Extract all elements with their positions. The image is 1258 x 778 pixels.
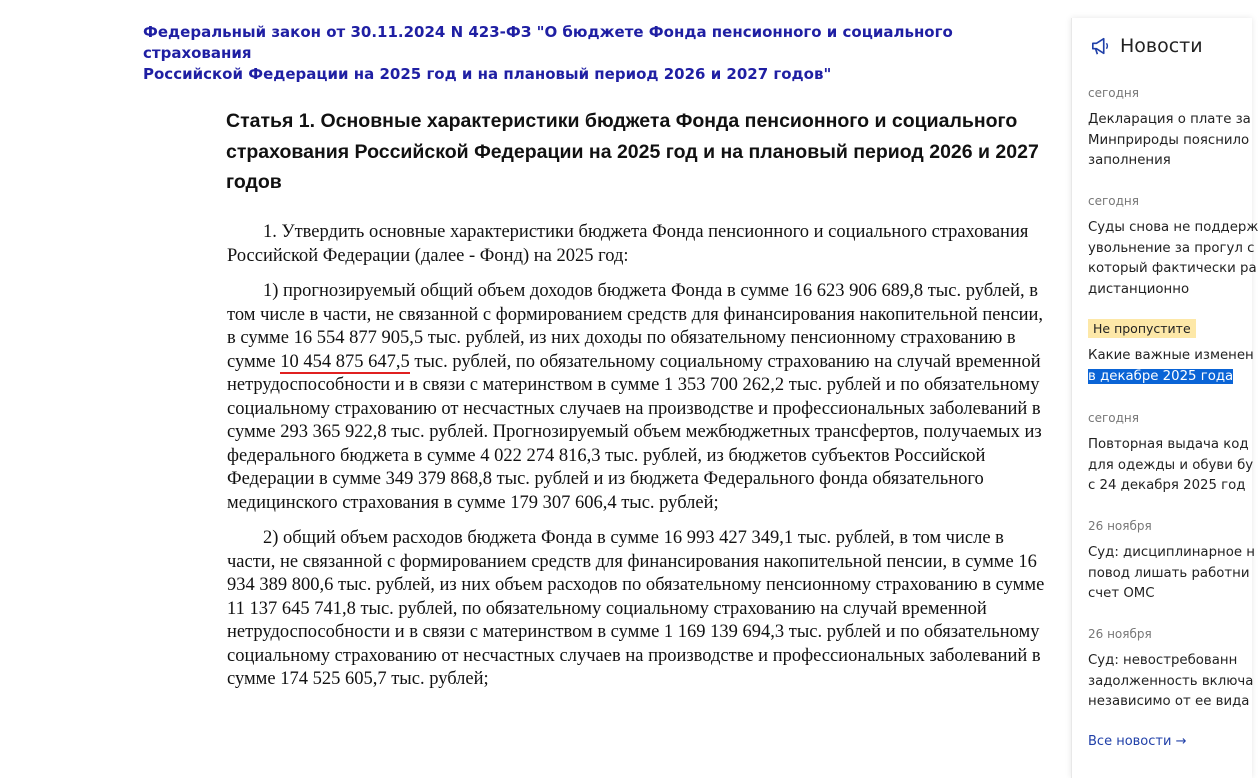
news-date: 26 ноября <box>1088 519 1152 533</box>
underlined-amount: 10 454 875 647,5 <box>280 351 410 372</box>
news-header <box>1072 18 1252 60</box>
news-item[interactable] <box>1088 519 1258 605</box>
dont-miss-badge: Не пропустите <box>1088 319 1196 338</box>
article-body <box>227 221 1047 704</box>
news-text-line: для одежды и обуви бу <box>1088 457 1254 473</box>
news-date: сегодня <box>1088 86 1139 100</box>
news-text-line: Суд: дисциплинарное н <box>1088 545 1255 560</box>
news-item[interactable] <box>1088 86 1258 172</box>
paragraph-3: 2) общий объем расходов бюджета Фонда в сумме 16 993 427 349,1 тыс. рублей, в том числе в части, не связанной с формированием средств для финансирования накопительной пенсии, в сумме 16 934 389 800,6 тыс. рублей, из них объем расходов по обязательному пенсионному страхованию в сумме 11 137 645 741,8 тыс. рублей, по обязательному социальному страхованию на случай временной нетрудоспособности и в связи с материнством в сумме 1 169 139 694,3 тыс. рублей и по обязательному социальному страхованию от несчастных случаев на производстве и профессиональных заболеваний в сумме 174 525 605,7 тыс. рублей; <box>227 528 1045 689</box>
news-text-line: Суд: невостребованн <box>1088 653 1238 668</box>
selected-text: в декабре 2025 года <box>1088 368 1234 384</box>
news-date: 26 ноября <box>1088 627 1152 641</box>
article-title: Статья 1. Основные характеристики бюджета Фонда пенсионного и социального страхования Российской Федерации на 2025 год и на плановый период 2026 и 2027 годов <box>226 110 1039 193</box>
paragraph-2-end: тыс. рублей, по обязательному социальному страхованию на случай временной нетрудоспособности и в связи с материнством в сумме 1 353 700 262,2 тыс. рублей и по обязательному социальному страхованию от несчастных случаев на производстве и профессиональных заболеваний в сумме 293 365 922,8 тыс. рублей. Прогнозируемый объем межбюджетных трансфертов, получаемых из федерального бюджета в сумме 4 022 274 816,3 тыс. рублей, из бюджетов субъектов Российской Федерации в сумме 349 379 868,8 тыс. рублей и из бюджета Федерального фонда обязательного медицинского страхования в сумме 179 307 606,4 тыс. рублей; <box>227 351 1042 513</box>
paragraph-2 <box>227 280 1047 515</box>
news-text-line: счет ОМС <box>1088 586 1155 601</box>
news-text-line: задолженность включа <box>1088 673 1254 689</box>
news-text-line: увольнение за прогул с <box>1088 240 1255 256</box>
document-header-link[interactable] <box>143 22 1023 85</box>
news-text-line: заполнения <box>1088 153 1171 168</box>
news-text-line: Какие важные изменен <box>1088 348 1254 363</box>
paragraph-1: 1. Утвердить основные характеристики бюджета Фонда пенсионного и социального страхования Российской Федерации (далее - Фонд) на 2025 год: <box>227 222 1029 266</box>
news-item[interactable] <box>1088 318 1258 387</box>
news-text-line: Повторная выдача код <box>1088 437 1249 452</box>
news-date: сегодня <box>1088 194 1139 208</box>
news-text-line: Минприроды пояснило <box>1088 132 1250 148</box>
megaphone-icon <box>1090 36 1112 56</box>
news-text-line: который фактически ра <box>1088 261 1257 276</box>
news-text-line: дистанционно <box>1088 281 1190 297</box>
all-news-link[interactable]: Все новости → <box>1088 734 1187 749</box>
document-header-line-2: Российской Федерации на 2025 год и на плановый период 2026 и 2027 годов" <box>143 65 832 83</box>
news-item[interactable] <box>1088 627 1258 713</box>
news-sidebar <box>1071 18 1258 778</box>
news-text-line: Декларация о плате за <box>1088 112 1251 127</box>
news-item[interactable] <box>1088 411 1258 497</box>
document-header-line-1: Федеральный закон от 30.11.2024 N 423-ФЗ "О бюджете Фонда пенсионного и социального страхования <box>143 23 953 62</box>
news-text-line: независимо от ее вида <box>1088 694 1250 709</box>
news-item[interactable] <box>1088 194 1258 300</box>
news-title: Новости <box>1120 35 1203 57</box>
news-text-line: с 24 декабря 2025 год <box>1088 478 1246 493</box>
news-date: сегодня <box>1088 411 1139 425</box>
news-text-line: Суды снова не поддерж <box>1088 220 1258 235</box>
paragraph-2-start: 1) прогнозируемый общий объем доходов бюджета Фонда в сумме 16 623 906 689,8 тыс. рублей, в том числе в части, не связанной с формированием средств для финансирования накопительной пенсии, в сумме 16 554 877 905,5 тыс. рублей, из них доходы по обязательному пенсионному страхованию в сумме <box>227 281 1044 372</box>
news-text-line: повод лишать работни <box>1088 565 1250 581</box>
